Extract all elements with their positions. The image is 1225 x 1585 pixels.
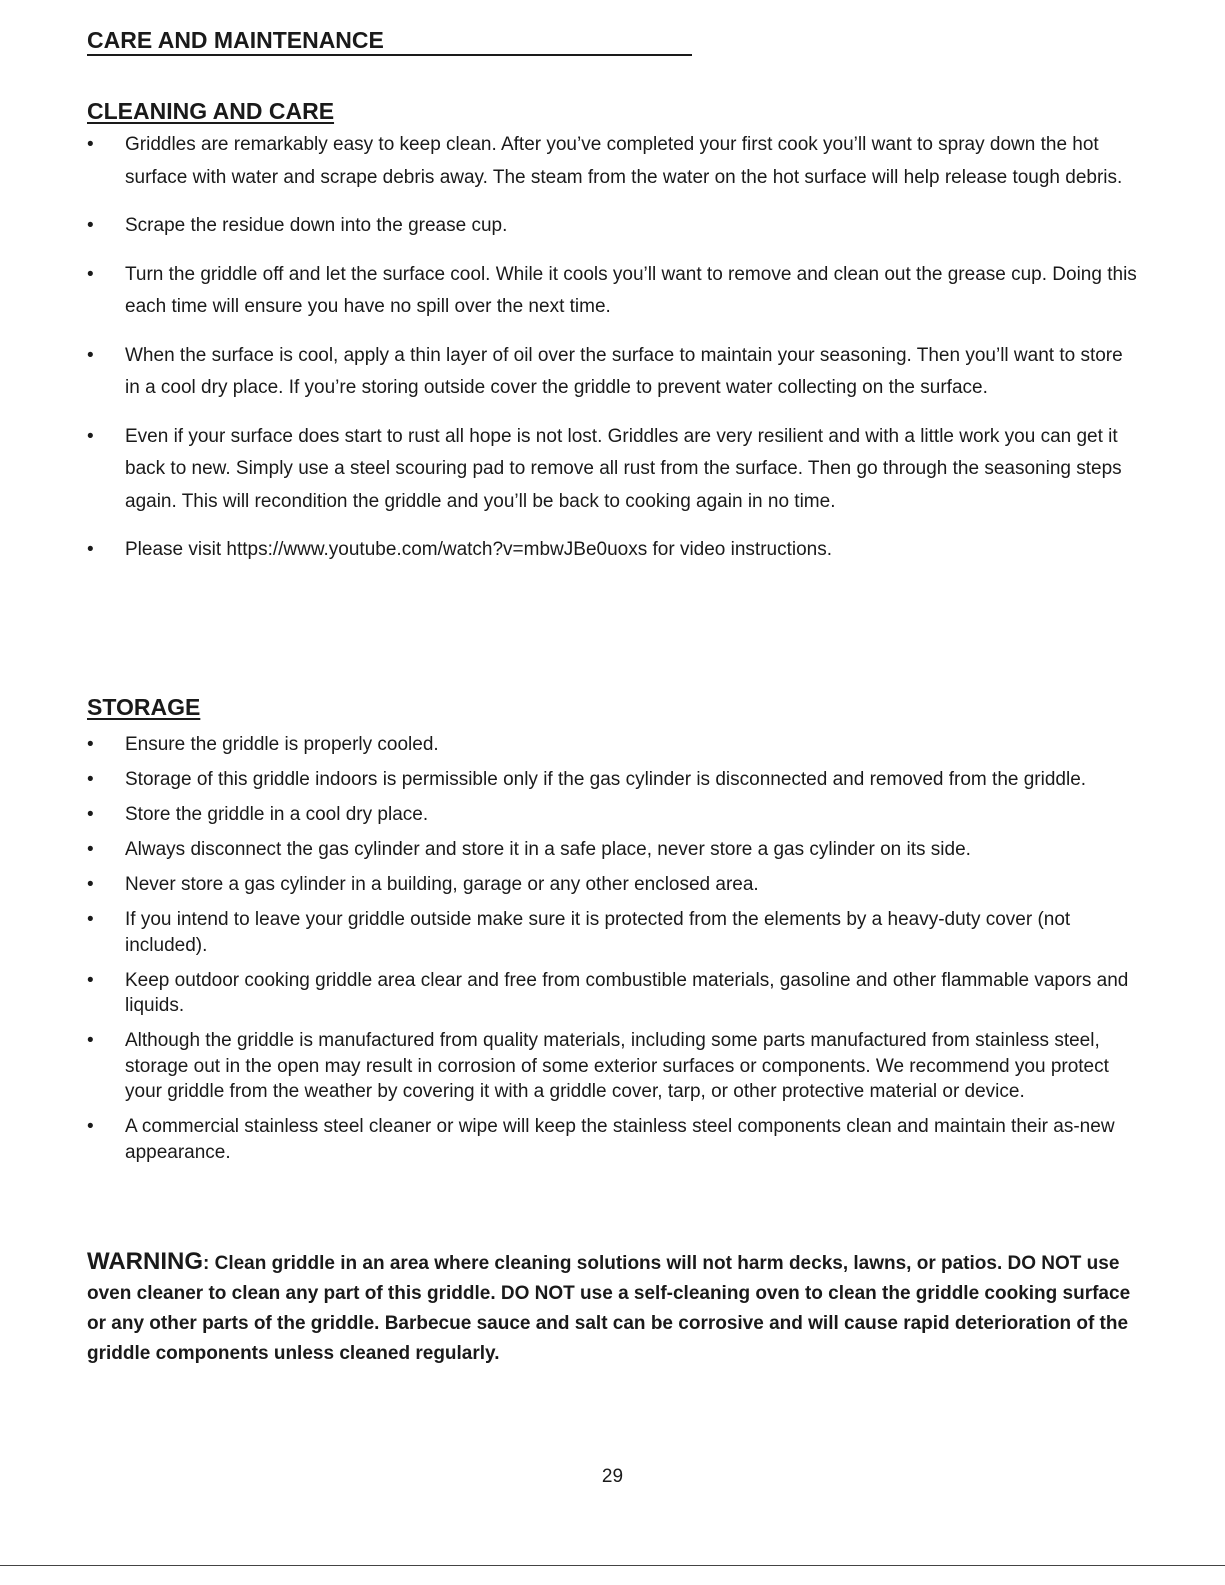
list-item: • Scrape the residue down into the grease cup. [87, 210, 1137, 243]
page-title: CARE AND MAINTENANCE [87, 26, 692, 56]
warning-block [87, 1247, 1132, 1369]
list-item: • Store the griddle in a cool dry place. [87, 802, 1137, 828]
list-item: • Although the griddle is manufactured from quality materials, including some parts manufactured from stainless steel, storage out in the open may result in corrosion of some exterior surfaces or components. We recommend you protect your griddle from the weather by covering it with a griddle cover, tarp, or other protective material or device. [87, 1028, 1137, 1105]
warning-label: WARNING [87, 1248, 203, 1275]
list-item: • A commercial stainless steel cleaner or wipe will keep the stainless steel components clean and maintain their as-new appearance. [87, 1114, 1137, 1165]
bottom-divider [0, 1565, 1225, 1566]
storage-section-title: STORAGE [87, 694, 201, 720]
list-item: • Ensure the griddle is properly cooled. [87, 732, 1137, 758]
list-item: • When the surface is cool, apply a thin layer of oil over the surface to maintain your seasoning. Then you’ll want to store in a cool dry place. If you’re storing outside cover the griddle to prevent water collecting on the surface. [87, 340, 1137, 405]
storage-list [87, 732, 1137, 1175]
list-item: • Griddles are remarkably easy to keep clean. After you’ve completed your first cook you’ll want to spray down the hot surface with water and scrape debris away. The steam from the water on the hot surface will help release tough debris. [87, 129, 1137, 194]
list-item: • Storage of this griddle indoors is permissible only if the gas cylinder is disconnected and removed from the griddle. [87, 767, 1137, 793]
cleaning-section-title: CLEANING AND CARE [87, 98, 335, 124]
list-item: • Never store a gas cylinder in a building, garage or any other enclosed area. [87, 872, 1137, 898]
list-item: • Turn the griddle off and let the surface cool. While it cools you’ll want to remove and clean out the grease cup. Doing this each time will ensure you have no spill over the next time. [87, 259, 1137, 324]
list-item: • Please visit https://www.youtube.com/watch?v=mbwJBe0uoxs for video instructions. [87, 534, 1137, 567]
list-item: • Always disconnect the gas cylinder and store it in a safe place, never store a gas cylinder on its side. [87, 837, 1137, 863]
list-item: • If you intend to leave your griddle outside make sure it is protected from the elements by a heavy-duty cover (not included). [87, 907, 1137, 958]
page-number: 29 [601, 1466, 624, 1487]
warning-text: : Clean griddle in an area where cleaning solutions will not harm decks, lawns, or patios. DO NOT use oven cleaner to clean any part of this griddle. DO NOT use a self-cleaning oven to clean the griddle cooking surface or any other parts of the griddle. Barbecue sauce and salt can be corrosive and will cause rapid deterioration of the griddle components unless cleaned regularly. [87, 1253, 1131, 1364]
list-item: • Keep outdoor cooking griddle area clear and free from combustible materials, gasoline and other flammable vapors and liquids. [87, 968, 1137, 1019]
cleaning-list [87, 129, 1137, 583]
list-item: • Even if your surface does start to rust all hope is not lost. Griddles are very resilient and with a little work you can get it back to new. Simply use a steel scouring pad to remove all rust from the surface. Then go through the seasoning steps again. This will recondition the griddle and you’ll be back to cooking again in no time. [87, 421, 1137, 519]
